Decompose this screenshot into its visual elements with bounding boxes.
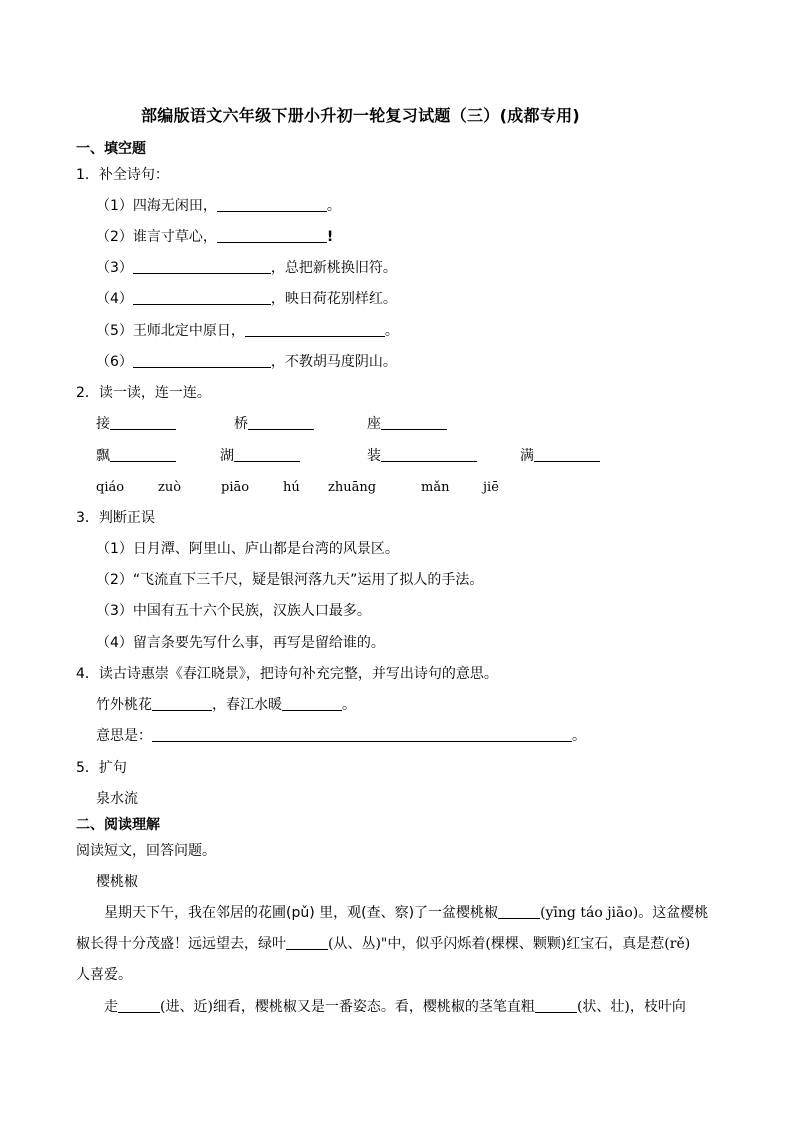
- answer-blank[interactable]: [286, 935, 328, 950]
- passage-text: 椒长得十分茂盛！远远望去，绿叶: [76, 936, 286, 952]
- question-1-item-5: [96, 321, 399, 341]
- item-text: ，不教胡马度阴山。: [270, 354, 397, 370]
- answer-blank[interactable]: [535, 998, 577, 1013]
- question-1-stem: 1．补全诗句：: [76, 167, 169, 183]
- page-title: 部编版语文六年级下册小升初一轮复习试题（三）(成都专用): [141, 106, 581, 125]
- character: 湖: [220, 448, 234, 464]
- question-3-item-3: （3）中国有五十六个民族，汉族人口最多。: [96, 603, 371, 619]
- pinyin: hú: [283, 480, 300, 495]
- question-3-item-1: （1）日月潭、阿里山、庐山都是台湾的风景区。: [96, 541, 399, 557]
- item-text: !: [326, 229, 334, 245]
- match-word: [367, 446, 477, 466]
- answer-blank[interactable]: [133, 290, 271, 305]
- passage-title: 樱桃椒: [96, 874, 138, 890]
- question-3-item-2: （2）“飞流直下三千尺，疑是银河落九天”运用了拟人的手法。: [96, 572, 484, 588]
- reading-instruction: 阅读短文，回答问题。: [76, 843, 216, 859]
- pinyin: zuò: [158, 480, 182, 495]
- passage-line: [76, 934, 690, 954]
- item-text: ，映日荷花别样红。: [270, 291, 397, 307]
- item-text: 。: [342, 697, 356, 713]
- question-3-item-4: （4）留言条要先写什么事，再写是留给谁的。: [96, 635, 385, 651]
- answer-blank[interactable]: [133, 353, 271, 368]
- passage-text: (状、壮)，枝叶向: [576, 999, 686, 1015]
- question-4-meaning: [96, 726, 586, 746]
- pinyin-row: [0, 478, 794, 498]
- answer-blank[interactable]: [234, 447, 300, 462]
- item-text: 。: [326, 198, 341, 214]
- answer-blank[interactable]: [152, 696, 212, 711]
- match-word: [96, 414, 176, 434]
- item-text: 。: [384, 323, 399, 339]
- passage-text: 星期天下午，我在邻居的花圃(pǔ) 里，观(查、察)了一盆樱桃椒: [104, 905, 499, 921]
- pinyin: piāo: [221, 480, 250, 495]
- item-text: 竹外桃花: [96, 697, 152, 713]
- character: 飘: [96, 448, 110, 464]
- item-text: （5）王师北定中原日，: [96, 323, 245, 339]
- match-word: [520, 446, 600, 466]
- match-word: [96, 446, 176, 466]
- character: 桥: [234, 416, 248, 432]
- item-text: （2）谁言寸草心，: [96, 229, 217, 245]
- match-word: [220, 446, 300, 466]
- answer-blank[interactable]: [248, 415, 314, 430]
- passage-text: 走: [104, 999, 118, 1015]
- item-text: （1）四海无闲田，: [96, 198, 217, 214]
- passage-line: [104, 903, 708, 923]
- passage-line: 人喜爱。: [76, 967, 132, 983]
- answer-blank[interactable]: [217, 197, 327, 212]
- answer-blank[interactable]: [133, 259, 271, 274]
- question-1-item-6: [96, 352, 397, 372]
- answer-blank[interactable]: [152, 727, 572, 742]
- character: 装: [367, 448, 381, 464]
- pinyin: qiáo: [96, 480, 125, 495]
- passage-text: (yīng táo jiāo)。这盆樱桃: [540, 905, 709, 921]
- match-word: [367, 414, 447, 434]
- question-1-item-3: [96, 258, 397, 278]
- section-heading-reading: 二、阅读理解: [76, 817, 160, 833]
- item-text: （6）: [96, 354, 133, 370]
- character: 接: [96, 416, 110, 432]
- answer-blank[interactable]: [381, 415, 447, 430]
- passage-text: (进、近)细看，樱桃椒又是一番姿态。看，樱桃椒的茎笔直粗: [160, 999, 535, 1015]
- pinyin: jiē: [483, 480, 499, 495]
- answer-blank[interactable]: [498, 904, 540, 919]
- item-text: ，春江水暖: [212, 697, 282, 713]
- question-3-stem: 3．判断正误: [76, 510, 155, 526]
- item-text: 。: [572, 728, 586, 744]
- character: 座: [367, 416, 381, 432]
- question-5-item: 泉水流: [96, 791, 138, 807]
- pinyin: mǎn: [421, 480, 450, 495]
- question-4-stem: 4．读古诗惠崇《春江晓景》，把诗句补充完整，并写出诗句的意思。: [76, 666, 498, 682]
- question-2-stem: 2．读一读，连一连。: [76, 385, 211, 401]
- question-1-item-4: [96, 289, 397, 309]
- answer-blank[interactable]: [110, 447, 176, 462]
- answer-blank[interactable]: [217, 228, 327, 243]
- item-text: （4）: [96, 291, 133, 307]
- answer-blank[interactable]: [110, 415, 176, 430]
- question-1-item-2: [96, 227, 333, 247]
- item-text: 意思是：: [96, 728, 152, 744]
- section-heading-fill-in: 一、填空题: [76, 141, 146, 157]
- item-text: ，总把新桃换旧符。: [270, 260, 397, 276]
- question-1-item-1: [96, 196, 341, 216]
- pinyin: zhuāng: [328, 480, 377, 495]
- passage-line: [104, 997, 686, 1017]
- match-word: [234, 414, 314, 434]
- answer-blank[interactable]: [282, 696, 342, 711]
- question-4-poem-line: [96, 695, 356, 715]
- passage-text: (从、丛)"中，似乎闪烁着(棵棵、颗颗)红宝石，真是惹(rě): [328, 936, 691, 952]
- answer-blank[interactable]: [534, 447, 600, 462]
- answer-blank[interactable]: [118, 998, 160, 1013]
- answer-blank[interactable]: [381, 447, 477, 462]
- character: 满: [520, 448, 534, 464]
- question-5-stem: 5．扩句: [76, 760, 127, 776]
- answer-blank[interactable]: [245, 322, 385, 337]
- item-text: （3）: [96, 260, 133, 276]
